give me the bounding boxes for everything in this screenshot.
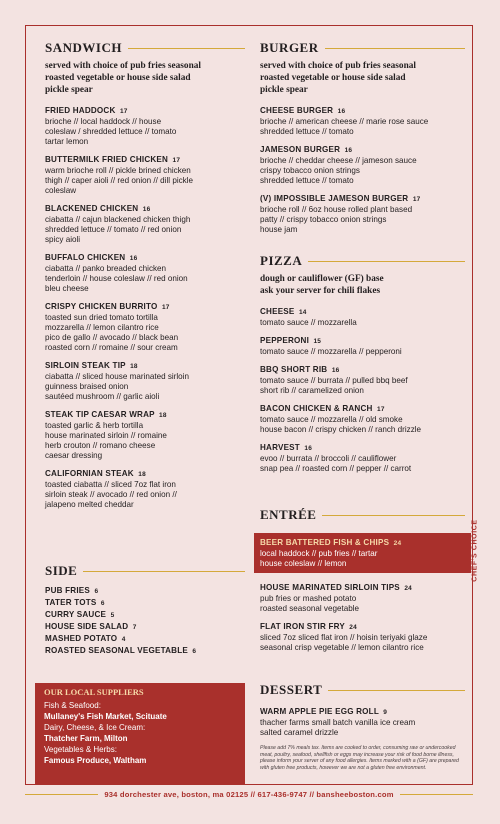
item-name: HOUSE SIDE SALAD [45,622,129,631]
item-price: 24 [349,624,357,631]
item-name: WARM APPLE PIE EGG ROLL [260,707,379,716]
item-heading [45,105,245,117]
description-line: local haddock // pub fries // tartar [260,549,378,558]
description-line: salted caramel drizzle [260,728,339,737]
menu-item [260,193,465,235]
description-line: tenderloin // house coleslaw // red onion [45,274,188,283]
item-price: 17 [119,108,128,115]
item-description [260,718,465,738]
description-line: ciabatta // cajun blackened chicken thigh [45,215,191,224]
description-line: seasonal crisp vegetable // lemon cilantro rice [260,643,424,652]
item-heading [45,203,245,215]
item-price: 16 [129,255,138,262]
fine-print: Please add 7% meals tax. Items are cooked to order, consuming raw or undercooked meat, poultry, seafood, shellfish or eggs may increase your risk of food borne illness, please inform your server of any food allergies. Items marked with a (GF) are prepared with gluten free products, however we are not a gluten free environment. [260,745,459,771]
item-price: 14 [298,309,307,316]
menu-item [260,105,465,137]
footer-rule-left [25,794,98,795]
item-name: (V) IMPOSSIBLE JAMESON BURGER [260,194,409,203]
item-name: CHEESE BURGER [260,106,334,115]
section-title: DESSERT [260,682,323,697]
item-price: 18 [138,471,146,478]
item-price: 16 [337,108,346,115]
item-price: 16 [331,367,340,374]
description-line: coleslaw / shredded lettuce // tomato [45,127,177,136]
right-column [260,40,465,771]
supplier-category: Fish & Seafood: [44,701,101,710]
description-line: guinness braised onion [45,382,129,391]
side-item [45,597,245,609]
description-line: brioche // cheddar cheese // jameson sauce [260,156,417,165]
subtitle-line: roasted vegetable or house side salad [260,73,406,83]
item-name: CURRY SAUCE [45,610,107,619]
menu-item [45,360,245,402]
description-line: tomato sauce // burrata // pulled bbq beef [260,376,408,385]
description-line: herb crouton // romano cheese [45,441,156,450]
menu-item [260,306,465,328]
item-heading [260,144,465,156]
item-heading [260,105,465,117]
item-name: CALIFORNIAN STEAK [45,469,134,478]
item-name: HOUSE MARINATED SIRLOIN TIPS [260,583,400,592]
description-line: toasted sun dried tomato tortilla [45,313,158,322]
item-price: 7 [132,624,137,631]
subtitle-line: pickle spear [45,85,93,95]
item-description [260,415,465,435]
side-items [45,585,245,657]
side-item [45,609,245,621]
item-description [45,421,245,461]
menu-item [260,582,465,614]
item-heading [260,193,465,205]
description-line: ciabatta // sliced house marinated sirloin [45,372,189,381]
item-description [45,264,245,294]
menu-item [260,621,465,653]
suppliers-title: OUR LOCAL SUPPLIERS [44,687,144,697]
chefs-choice-text: CHEF'S CHOICE [471,519,479,582]
subtitle-line: roasted vegetable or house side salad [45,73,191,83]
menu-item [45,203,245,245]
chefs-choice-item [254,533,471,573]
description-line: pub fries or mashed potato [260,594,357,603]
description-line: toasted garlic & herb tortilla [45,421,144,430]
item-heading [45,409,245,421]
subtitle-line: pickle spear [260,85,308,95]
description-line: toasted ciabatta // sliced 7oz flat iron [45,480,176,489]
subtitle-line: served with choice of pub fries seasonal [45,61,201,71]
section-subtitle [260,273,465,297]
item-description [260,318,465,328]
item-price: 16 [304,445,313,452]
entree-section [260,507,465,660]
side-item [45,621,245,633]
item-price: 24 [393,540,402,547]
item-description [260,454,465,474]
item-heading [260,306,465,318]
item-description [45,372,245,402]
description-line: shredded lettuce // tomato [260,176,354,185]
menu-item [260,144,465,186]
chefs-choice-label [467,515,483,595]
item-name: PUB FRIES [45,586,90,595]
menu-item [260,403,465,435]
description-line: mozzarella // lemon cilantro rice [45,323,159,332]
menu-item [45,468,245,510]
item-heading [45,301,245,313]
description-line: bleu cheese [45,284,89,293]
item-heading [45,468,245,480]
section-title: SANDWICH [45,40,122,55]
item-name: BBQ SHORT RIB [260,365,328,374]
menu-item [45,105,245,147]
item-price: 17 [161,304,170,311]
subtitle-line: dough or cauliflower (GF) base [260,274,384,284]
footer [25,790,473,799]
item-heading [260,706,465,718]
title-rule [325,48,465,49]
description-line: shredded lettuce // tomato // red onion [45,225,182,234]
item-name: CRISPY CHICKEN BURRITO [45,302,158,311]
entree-items [260,582,465,653]
item-price: 16 [344,147,353,154]
item-name: FLAT IRON STIR FRY [260,622,345,631]
burger-section [260,40,465,235]
section-subtitle [260,60,465,96]
description-line: thigh // caper aioli // red onion // dill pickle [45,176,194,185]
item-description [45,166,245,196]
description-line: crispy tobacco onion strings [260,166,360,175]
item-price: 24 [404,585,412,592]
item-name: CHEESE [260,307,295,316]
item-name: SIRLOIN STEAK TIP [45,361,126,370]
item-heading [260,582,465,594]
item-description [260,205,465,235]
item-price: 6 [192,648,197,655]
item-name: JAMESON BURGER [260,145,341,154]
item-name: TATER TOTS [45,598,97,607]
menu-item [45,301,245,353]
description-line: house bacon // crispy chicken // ranch drizzle [260,425,422,434]
item-description [260,117,465,137]
section-title: SIDE [45,563,78,578]
item-price: 17 [377,406,385,413]
description-line: snap pea // roasted corn // pepper // carrot [260,464,412,473]
item-heading [45,252,245,264]
supplier-category: Dairy, Cheese, & Ice Cream: [44,723,146,732]
item-description [45,480,245,510]
description-line: warm brioche roll // pickle brined chicken [45,166,191,175]
description-line: evoo // burrata // broccoli // cauliflower [260,454,397,463]
description-line: house coleslaw // lemon [260,559,347,568]
section-title: ENTRÉE [260,507,317,522]
item-description [260,594,465,614]
local-suppliers-box [35,683,245,784]
title-rule [128,48,245,49]
supplier-category: Vegetables & Herbs: [44,745,117,754]
supplier-name: Mullaney's Fish Market, Scituate [44,712,167,721]
item-name: BLACKENED CHICKEN [45,204,139,213]
description-line: tomato sauce // mozzarella // old smoke [260,415,403,424]
description-line: roasted corn // romaine // sour cream [45,343,178,352]
item-name: MASHED POTATO [45,634,118,643]
item-price: 5 [110,612,115,619]
description-line: short rib // caramelized onion [260,386,364,395]
item-name: BEER BATTERED FISH & CHIPS [260,538,390,547]
description-line: brioche // local haddock // house [45,117,162,126]
description-line: brioche roll // 6oz house rolled plant based [260,205,413,214]
item-description [260,347,465,357]
item-name: FRIED HADDOCK [45,106,116,115]
item-price: 16 [142,206,151,213]
item-name: HARVEST [260,443,300,452]
side-item [45,633,245,645]
menu-item [260,335,465,357]
item-name: BUFFALO CHICKEN [45,253,126,262]
menu-item [45,409,245,461]
item-heading [260,364,465,376]
menu-item [260,442,465,474]
description-line: tomato sauce // mozzarella // pepperoni [260,347,402,356]
item-price: 18 [130,363,138,370]
item-heading [260,621,465,633]
item-name: STEAK TIP CAESAR WRAP [45,410,155,419]
description-line: house jam [260,225,298,234]
item-price: 18 [159,412,167,419]
item-heading [260,335,465,347]
description-line: caesar dressing [45,451,103,460]
title-rule [308,261,465,262]
item-name: PEPPERONI [260,336,310,345]
item-price: 17 [412,196,421,203]
description-line: tartar lemon [45,137,89,146]
description-line: ciabatta // panko breaded chicken [45,264,167,273]
description-line: brioche // american cheese // marie rose sauce [260,117,429,126]
item-price: 4 [121,636,126,643]
section-title: PIZZA [260,253,303,268]
subtitle-line: ask your server for chili flakes [260,286,381,296]
left-column [45,40,245,655]
item-heading [260,442,465,454]
description-line: tomato sauce // mozzarella [260,318,357,327]
side-item [45,585,245,597]
menu-item [260,706,465,738]
description-line: shredded lettuce // tomato [260,127,354,136]
description-line: roasted seasonal vegetable [260,604,359,613]
pizza-items [260,306,465,474]
description-line: jalapeno melted cheddar [45,500,134,509]
description-line: house marinated sirloin // romaine [45,431,167,440]
description-line: coleslaw [45,186,77,195]
item-description [45,117,245,147]
section-title: BURGER [260,40,319,55]
item-price: 6 [94,588,99,595]
item-name: BACON CHICKEN & RANCH [260,404,373,413]
section-subtitle [45,60,245,96]
item-description [260,376,465,396]
menu-item [45,154,245,196]
item-description [45,313,245,353]
item-description [260,156,465,186]
supplier-name: Thatcher Farm, Milton [44,734,128,743]
description-line: sirloin steak // avocado // red onion // [45,490,177,499]
item-name: BUTTERMILK FRIED CHICKEN [45,155,169,164]
item-heading [45,154,245,166]
burger-items [260,105,465,235]
title-rule [322,515,465,516]
dessert-items [260,706,465,738]
description-line: patty // crispy tobacco onion strings [260,215,387,224]
footer-contact: 934 dorchester ave, boston, ma 02125 // 617-436-9747 // bansheeboston.com [104,790,394,799]
item-heading [260,403,465,415]
item-heading [45,360,245,372]
dessert-section [260,682,465,771]
side-section [45,563,245,657]
subtitle-line: served with choice of pub fries seasonal [260,61,416,71]
item-price: 6 [100,600,105,607]
sandwich-section [45,40,245,510]
sandwich-items [45,105,245,510]
item-description [260,549,465,569]
pizza-section [260,253,465,474]
description-line: thacher farms small batch vanilla ice cream [260,718,416,727]
item-description [260,633,465,653]
description-line: sliced 7oz sliced flat iron // hoisin teriyaki glaze [260,633,428,642]
item-description [45,215,245,245]
item-price: 15 [313,338,322,345]
description-line: spicy aioli [45,235,81,244]
supplier-name: Famous Produce, Waltham [44,756,147,765]
item-name: ROASTED SEASONAL VEGETABLE [45,646,188,655]
menu-item [45,252,245,294]
title-rule [83,571,245,572]
description-line: pico de gallo // avocado // black bean [45,333,179,342]
side-item [45,645,245,657]
item-price: 17 [172,157,181,164]
supplier-list [44,700,236,766]
footer-rule-right [400,794,473,795]
item-price: 9 [383,709,388,716]
menu-item [260,364,465,396]
title-rule [328,690,465,691]
description-line: sautéed mushroom // garlic aioli [45,392,160,401]
